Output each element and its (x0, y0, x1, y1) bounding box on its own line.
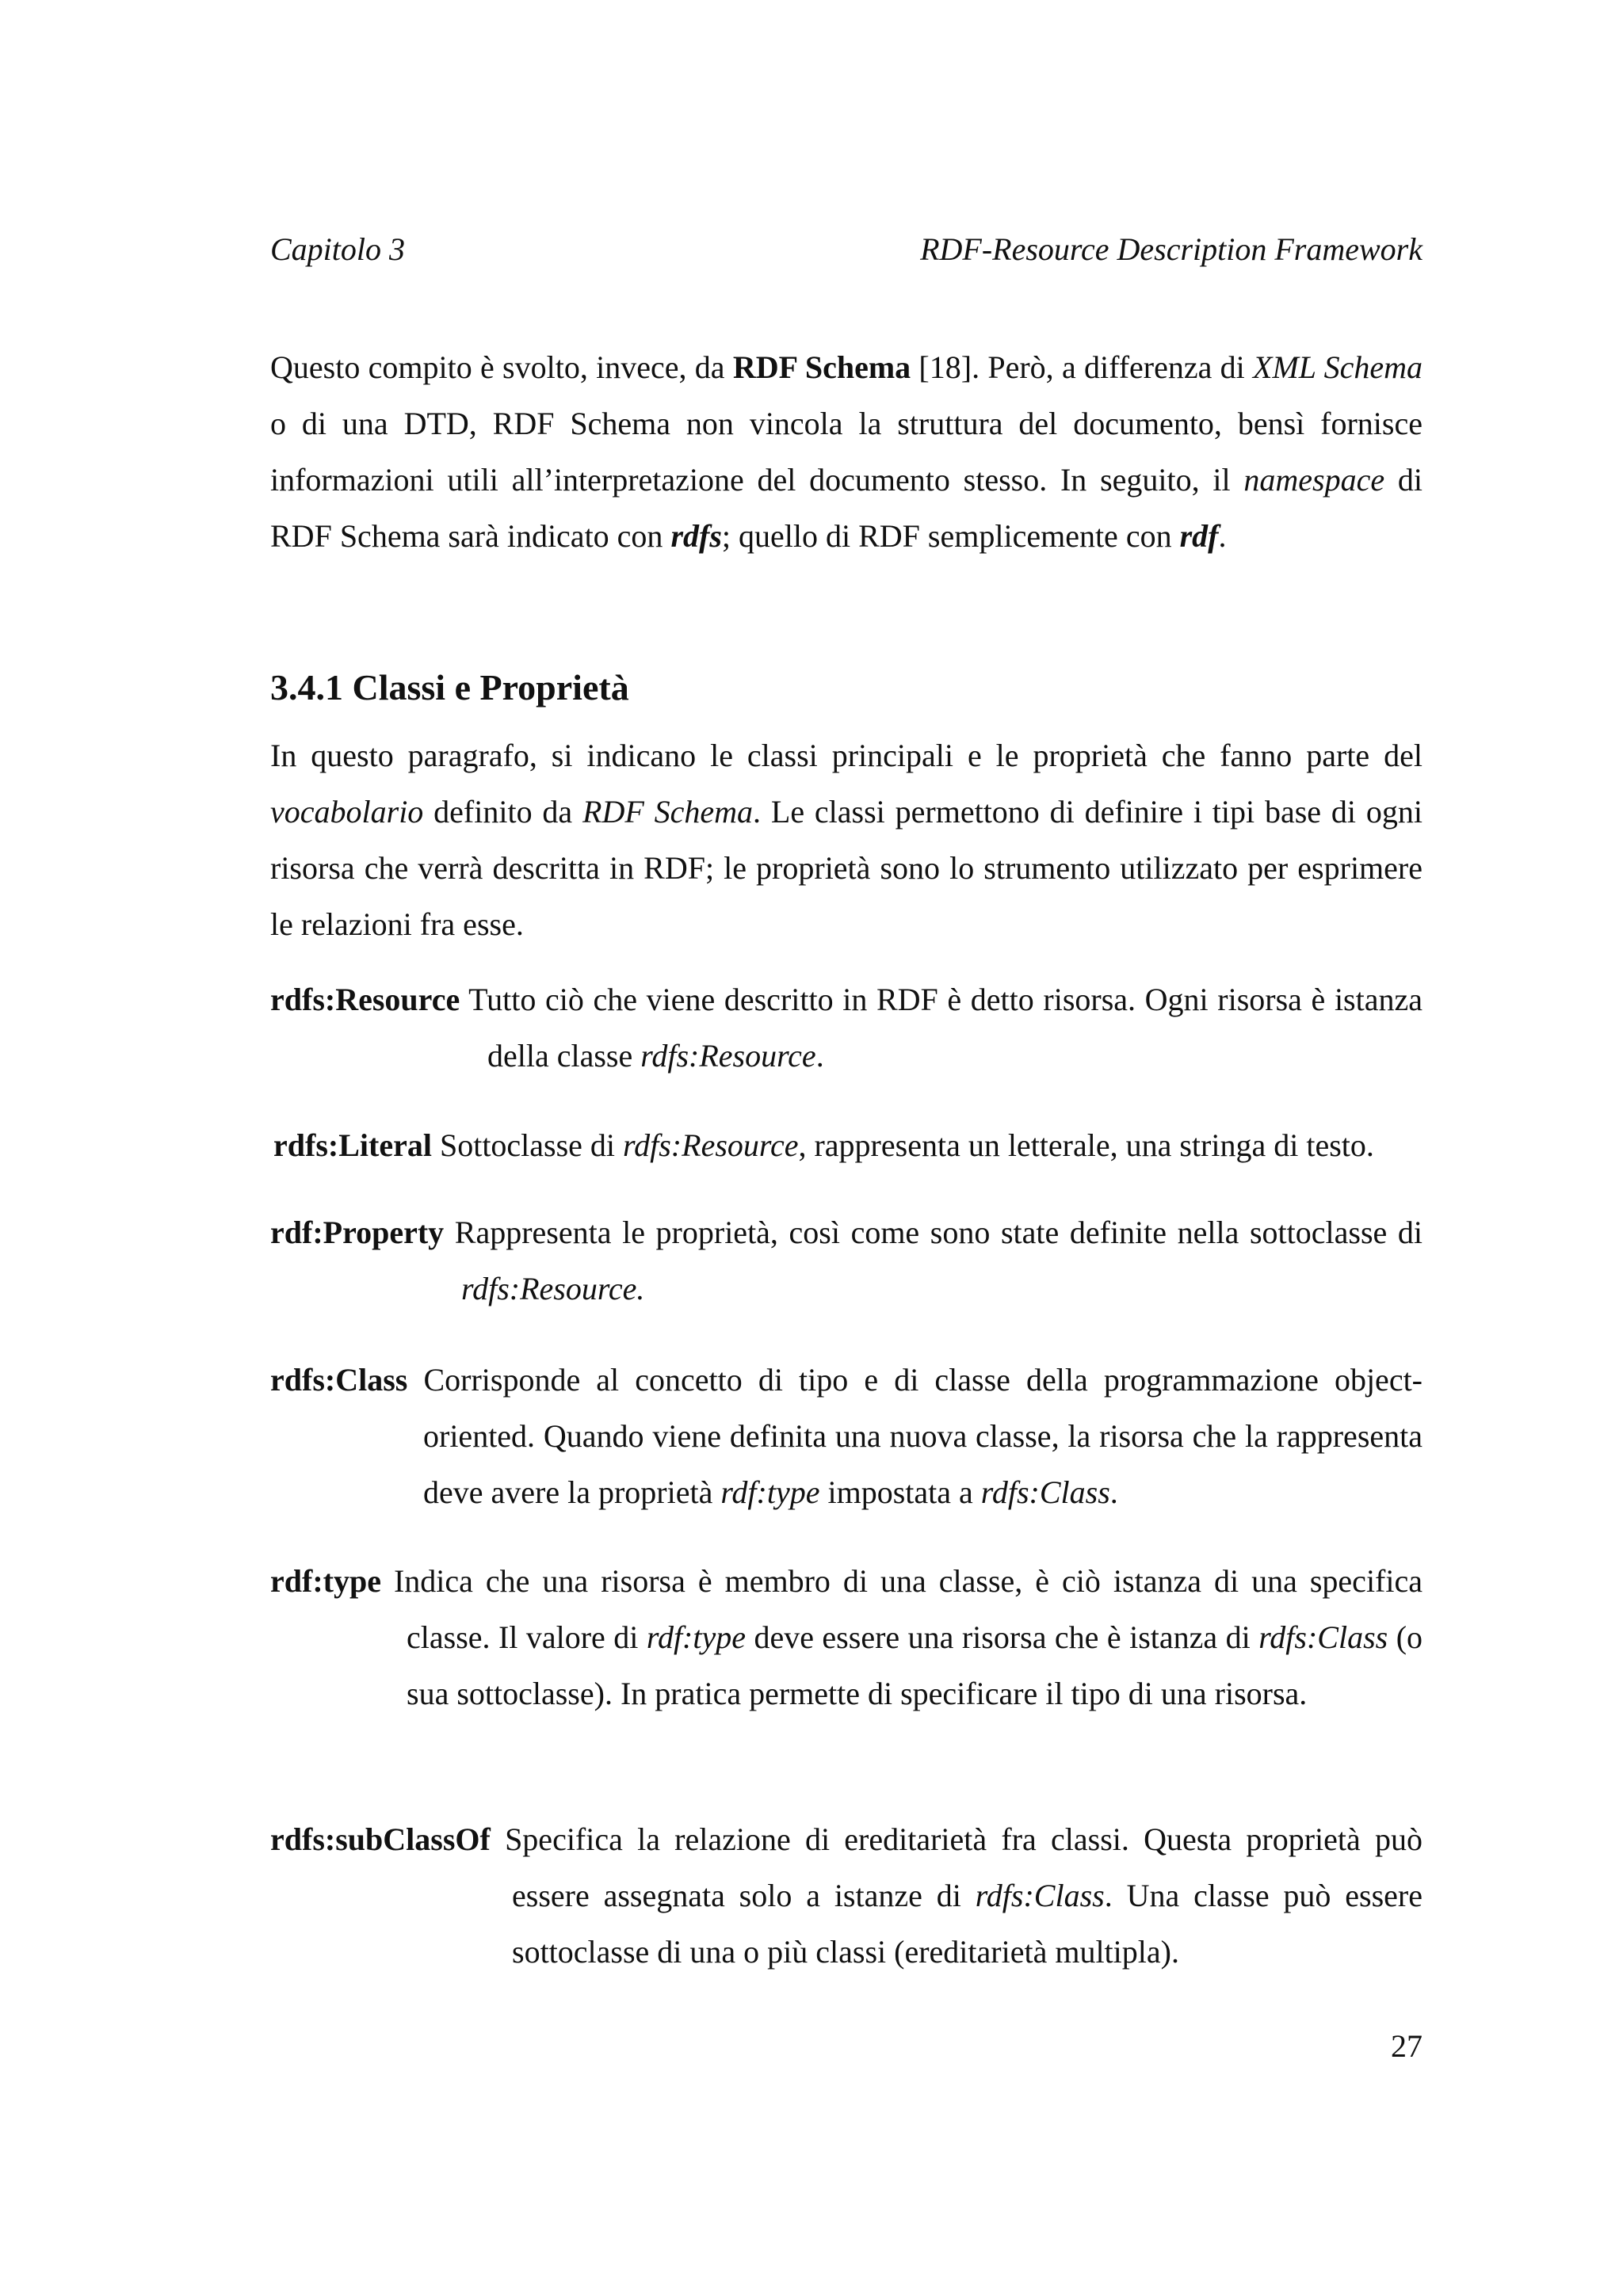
definition-term: rdfs:subClassOf (270, 1821, 491, 1857)
intro-paragraph: Questo compito è svolto, invece, da RDF Schema [18]. Però, a differenza di XML Schema o di una DTD, RDF Schema non vincola la struttura del documento, bensì fornisce informazioni utili all’interpretazione del documento stesso. In seguito, il namespace di RDF Schema sarà indicato con rdfs; quello di RDF semplicemente con rdf. (270, 349, 1423, 554)
definition-rdfs-class: rdfs:Class Corrisponde al concetto di tipo e di classe della programmazione object-oriented. Quando viene definita una nuova classe, la risorsa che la rappresenta deve avere la proprietà rdf:type impostata a rdfs:Class. (270, 1362, 1423, 1510)
definition-rdf-property: rdf:Property Rappresenta le proprietà, così come sono state definite nella sottoclasse di rdfs:Resource. (270, 1215, 1423, 1306)
definition-term: rdfs:Class (270, 1362, 408, 1398)
definition-rdfs-subclassof: rdfs:subClassOf Specifica la relazione di ereditarietà fra classi. Questa proprietà può essere assegnata solo a istanze di rdfs:Class. Una classe può essere sottoclasse di una o più classi (ereditarietà multipla). (270, 1821, 1423, 1970)
page-number: 27 (1391, 2028, 1423, 2064)
chapter-title: RDF-Resource Description Framework (920, 231, 1423, 267)
definition-rdf-type: rdf:type Indica che una risorsa è membro di una classe, è ciò istanza di una specifica classe. Il valore di rdf:type deve essere una risorsa che è istanza di rdfs:Class (o sua sottoclasse). In pratica permette di specificare il tipo di una risorsa. (270, 1563, 1423, 1711)
definition-rdfs-resource: rdfs:Resource Tutto ciò che viene descritto in RDF è detto risorsa. Ogni risorsa è istanza della classe rdfs:Resource. (270, 982, 1423, 1074)
chapter-label: Capitolo 3 (270, 231, 406, 267)
definition-term: rdf:Property (270, 1215, 445, 1250)
definition-term: rdfs:Literal (273, 1127, 432, 1163)
definition-rdfs-literal: rdfs:Literal Sottoclasse di rdfs:Resource, rappresenta un letterale, una stringa di testo. (273, 1127, 1374, 1163)
section-paragraph: In questo paragrafo, si indicano le classi principali e le proprietà che fanno parte del vocabolario definito da RDF Schema. Le classi permettono di definire i tipi base di ogni risorsa che verrà descritta in RDF; le proprietà sono lo strumento utilizzato per esprimere le relazioni fra esse. (270, 738, 1423, 942)
definition-term: rdf:type (270, 1563, 381, 1599)
rdf-schema-term: RDF Schema (732, 349, 911, 385)
section-heading: 3.4.1 Classi e Proprietà (270, 667, 629, 707)
running-header (270, 230, 1423, 269)
definition-term: rdfs:Resource (270, 982, 460, 1017)
